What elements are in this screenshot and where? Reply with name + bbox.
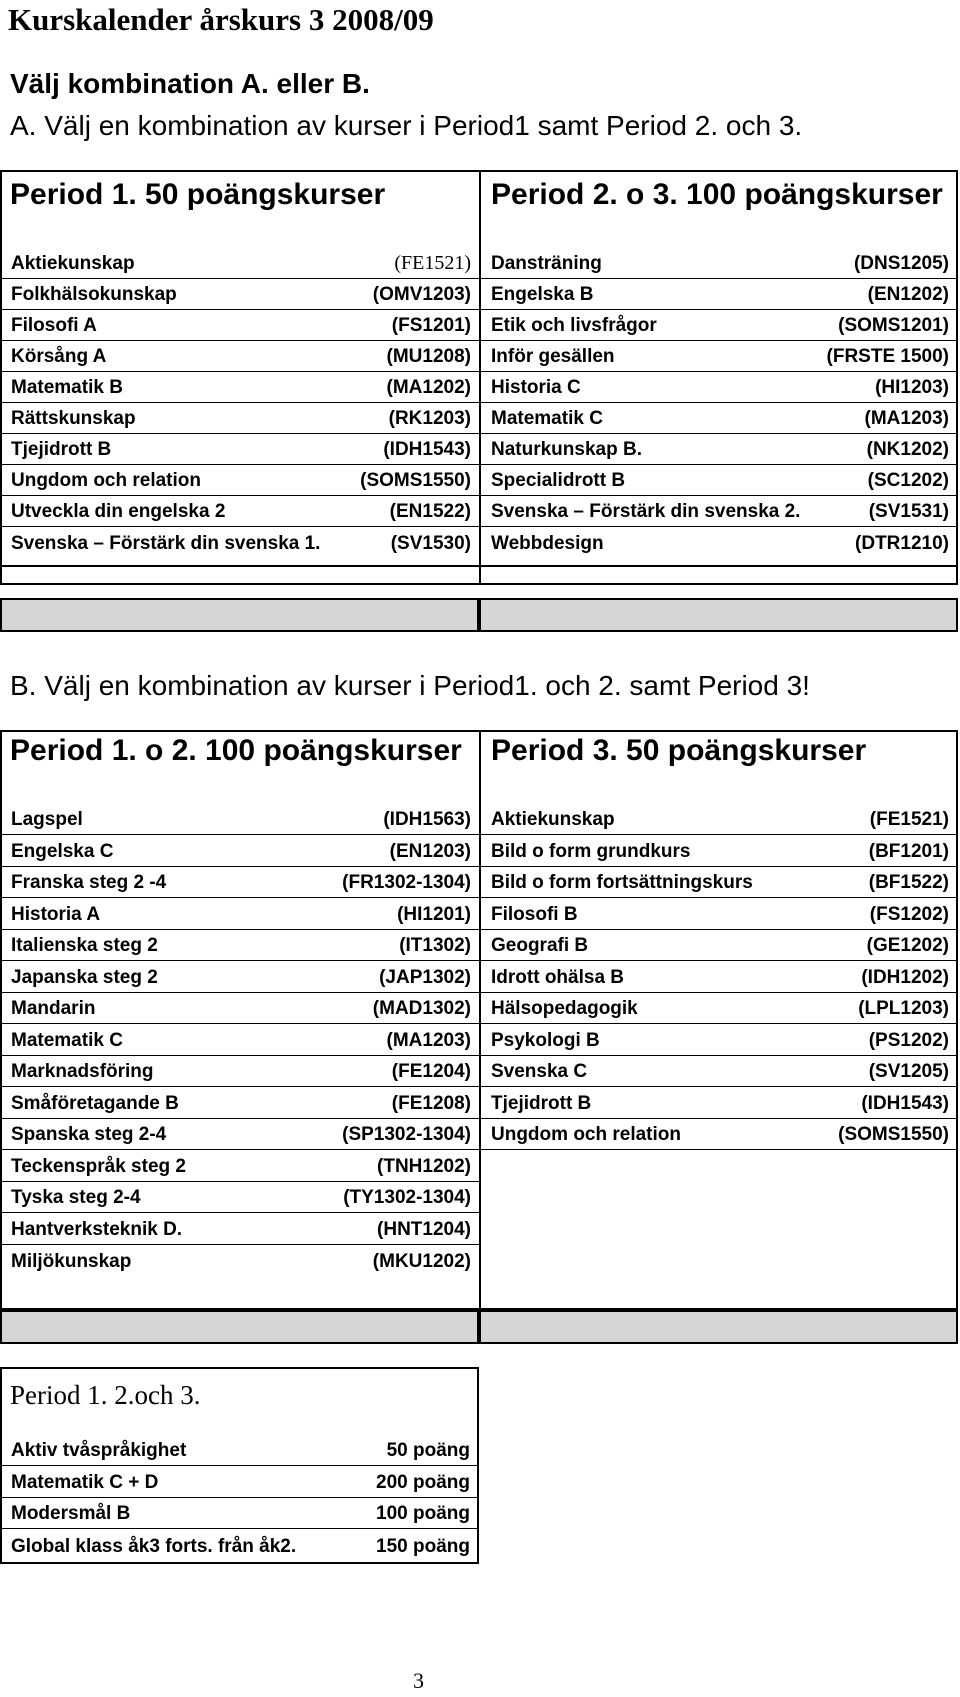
course-name: Aktiekunskap: [491, 809, 615, 830]
course-code: (SV1205): [868, 1061, 949, 1082]
course-code: (SOMS1550): [360, 470, 471, 491]
course-row: [481, 994, 957, 1024]
course-name: Etik och livsfrågor: [491, 315, 657, 336]
course-row: [1, 1120, 479, 1150]
course-row: [1, 1183, 479, 1213]
course-name: Hälsopedagogik: [491, 998, 638, 1019]
course-row: [481, 249, 957, 279]
course-name: Modersmål B: [11, 1503, 131, 1524]
section-a-footer-line: [0, 565, 958, 567]
section-a-right-title: Period 2. o 3. 100 poängskurser: [491, 178, 943, 211]
course-name: Dansträning: [491, 253, 602, 274]
section-b-band-left: [0, 1310, 479, 1344]
course-row: [1, 342, 479, 372]
course-name: Aktiekunskap: [11, 253, 135, 274]
course-name: Engelska C: [11, 840, 114, 862]
course-row: [1, 497, 479, 527]
section-a-band-left: [0, 598, 479, 632]
course-name: Geografi B: [491, 935, 589, 956]
course-name: Ungdom och relation: [491, 1124, 681, 1145]
course-code: (JAP1302): [379, 966, 471, 988]
course-name: Historia C: [491, 377, 581, 398]
course-row: [1, 1468, 478, 1498]
course-code: (RK1203): [388, 408, 471, 429]
course-code: (NK1202): [866, 439, 949, 460]
course-row: [481, 931, 957, 961]
course-row: [481, 528, 957, 558]
course-code: (TY1302-1304): [343, 1187, 471, 1208]
course-name: Utveckla din engelska 2: [11, 501, 226, 522]
course-row: [1, 528, 479, 558]
course-name: Körsång A: [11, 346, 107, 367]
page-title: Kurskalender årskurs 3 2008/09: [8, 2, 434, 37]
course-code: (FS1201): [391, 315, 471, 336]
course-name: Marknadsföring: [11, 1061, 154, 1082]
course-code: (IDH1563): [383, 809, 471, 830]
course-row: [1, 373, 479, 403]
course-row: [1, 1026, 479, 1056]
course-name: Folkhälsokunskap: [11, 284, 177, 305]
course-name: Tjejidrott B: [11, 439, 112, 460]
section-b-band-right: [479, 1310, 958, 1344]
course-name: Idrott ohälsa B: [491, 966, 625, 988]
course-code: (SV1531): [868, 501, 949, 522]
course-row: [1, 994, 479, 1024]
course-name: Filosofi B: [491, 903, 578, 925]
course-name: Småföretagande B: [11, 1092, 179, 1114]
course-name: Specialidrott B: [491, 470, 626, 491]
course-name: Historia A: [11, 903, 101, 925]
course-code: (MA1203): [386, 1029, 471, 1051]
course-name: Psykologi B: [491, 1029, 600, 1051]
section-b-heading: B. Välj en kombination av kurser i Period1. och 2. samt Period 3!: [10, 670, 810, 701]
course-name: Lagspel: [11, 809, 83, 830]
course-name: Naturkunskap B.: [491, 439, 642, 460]
section-b-right-title: Period 3. 50 poängskurser: [491, 734, 867, 767]
course-row: [1, 1057, 479, 1087]
intro-heading: Välj kombination A. eller B.: [10, 68, 370, 99]
page-number: 3: [413, 1668, 424, 1693]
course-row: [1, 249, 479, 279]
course-name: Webbdesign: [491, 533, 604, 554]
course-name: Svenska – Förstärk din svenska 2.: [491, 501, 801, 522]
course-row: [481, 1057, 957, 1087]
course-row: [1, 1499, 478, 1529]
course-code: (MAD1302): [372, 998, 471, 1019]
course-row: [1, 1089, 479, 1119]
course-code: (FRSTE 1500): [826, 346, 949, 367]
course-code: (HNT1204): [377, 1218, 471, 1240]
course-code: (SOMS1201): [838, 315, 949, 336]
course-code: (OMV1203): [372, 284, 471, 305]
course-row: [1, 1215, 479, 1245]
course-code: (PS1202): [868, 1029, 949, 1051]
course-code: (EN1202): [867, 284, 949, 305]
course-code: (EN1203): [389, 840, 471, 862]
course-code: (FS1202): [869, 903, 949, 925]
course-code: (MA1203): [864, 408, 949, 429]
course-code: (HI1203): [875, 377, 949, 398]
section-c-title: Period 1. 2.och 3.: [10, 1380, 201, 1410]
course-code: (BF1522): [868, 872, 949, 893]
course-name: Franska steg 2 -4: [11, 872, 167, 893]
course-code: (MA1202): [386, 377, 471, 398]
course-code: (FR1302-1304): [342, 872, 471, 893]
course-row: [1, 805, 479, 835]
course-code: (DTR1210): [855, 533, 949, 554]
course-name: Rättskunskap: [11, 408, 136, 429]
course-code: (IDH1543): [861, 1092, 949, 1114]
course-name: Italienska steg 2: [11, 935, 158, 956]
course-name: Tjejidrott B: [491, 1092, 592, 1114]
course-row: [1, 1531, 478, 1561]
section-a-heading: A. Välj en kombination av kurser i Period1 samt Period 2. och 3.: [10, 110, 803, 141]
course-row: [481, 868, 957, 898]
course-row: [481, 963, 957, 993]
course-points: 200 poäng: [376, 1471, 470, 1493]
course-row: [1, 280, 479, 310]
section-a-left-title: Period 1. 50 poängskurser: [10, 178, 386, 211]
course-name: Tyska steg 2-4: [11, 1187, 141, 1208]
course-row: [481, 280, 957, 310]
course-row: [481, 435, 957, 465]
course-row: [481, 1026, 957, 1056]
course-name: Teckenspråk steg 2: [11, 1155, 186, 1177]
course-name: Japanska steg 2: [11, 966, 158, 988]
course-code: (IT1302): [399, 935, 471, 956]
course-points: 100 poäng: [376, 1503, 470, 1524]
course-code: (BF1201): [868, 840, 949, 862]
course-code: (IDH1202): [861, 966, 949, 988]
course-name: Bild o form fortsättningskurs: [491, 872, 753, 893]
course-row: [481, 1089, 957, 1119]
course-points: 150 poäng: [376, 1535, 470, 1557]
course-row: [481, 837, 957, 867]
course-name: Matematik B: [11, 377, 123, 398]
section-a-band-right: [479, 598, 958, 632]
course-code: (FE1208): [391, 1092, 471, 1114]
course-row: [481, 342, 957, 372]
course-row: [1, 435, 479, 465]
course-row: [481, 497, 957, 527]
section-b-left-title: Period 1. o 2. 100 poängskurser: [10, 734, 462, 767]
course-row: [1, 837, 479, 867]
course-code: (MKU1202): [372, 1251, 471, 1272]
course-code: (FE1521): [394, 252, 471, 274]
course-name: Miljökunskap: [11, 1251, 132, 1272]
course-row: [1, 900, 479, 930]
course-code: (SP1302-1304): [342, 1124, 471, 1145]
course-row: [1, 311, 479, 341]
course-name: Aktiv tvåspråkighet: [11, 1440, 187, 1461]
course-name: Svenska – Förstärk din svenska 1.: [11, 533, 321, 554]
course-name: Hantverksteknik D.: [11, 1218, 183, 1240]
course-name: Global klass åk3 forts. från åk2.: [11, 1535, 297, 1557]
course-code: (EN1522): [389, 501, 471, 522]
course-row: [481, 900, 957, 930]
course-code: (FE1521): [869, 809, 949, 830]
course-row: [1, 466, 479, 496]
course-name: Engelska B: [491, 284, 594, 305]
course-row: [1, 1246, 479, 1276]
course-name: Matematik C + D: [11, 1471, 159, 1493]
course-name: Matematik C: [11, 1029, 123, 1051]
course-name: Ungdom och relation: [11, 470, 201, 491]
course-name: Inför gesällen: [491, 346, 615, 367]
course-code: (SC1202): [867, 470, 949, 491]
course-name: Mandarin: [11, 998, 96, 1019]
course-row: [481, 404, 957, 434]
course-row: [1, 931, 479, 961]
course-code: (TNH1202): [377, 1155, 471, 1177]
course-code: (MU1208): [386, 346, 471, 367]
course-row: [1, 1436, 478, 1466]
course-code: (IDH1543): [383, 439, 471, 460]
course-row: [481, 373, 957, 403]
course-row: [1, 868, 479, 898]
course-name: Filosofi A: [11, 315, 97, 336]
course-code: (DNS1205): [853, 253, 949, 274]
course-row: [1, 1152, 479, 1182]
course-row: [1, 963, 479, 993]
course-code: (SV1530): [390, 533, 471, 554]
course-code: (SOMS1550): [838, 1124, 949, 1145]
course-name: Matematik C: [491, 408, 603, 429]
course-name: Spanska steg 2-4: [11, 1124, 167, 1145]
course-row: [481, 311, 957, 341]
course-code: (LPL1203): [858, 998, 949, 1019]
course-points: 50 poäng: [386, 1440, 470, 1461]
course-name: Svenska C: [491, 1061, 588, 1082]
course-code: (GE1202): [866, 935, 949, 956]
course-row: [1, 404, 479, 434]
course-name: Bild o form grundkurs: [491, 840, 691, 862]
course-code: (HI1201): [397, 903, 471, 925]
course-row: [481, 466, 957, 496]
course-row: [481, 805, 957, 835]
course-row: [481, 1120, 957, 1150]
course-code: (FE1204): [391, 1061, 471, 1082]
